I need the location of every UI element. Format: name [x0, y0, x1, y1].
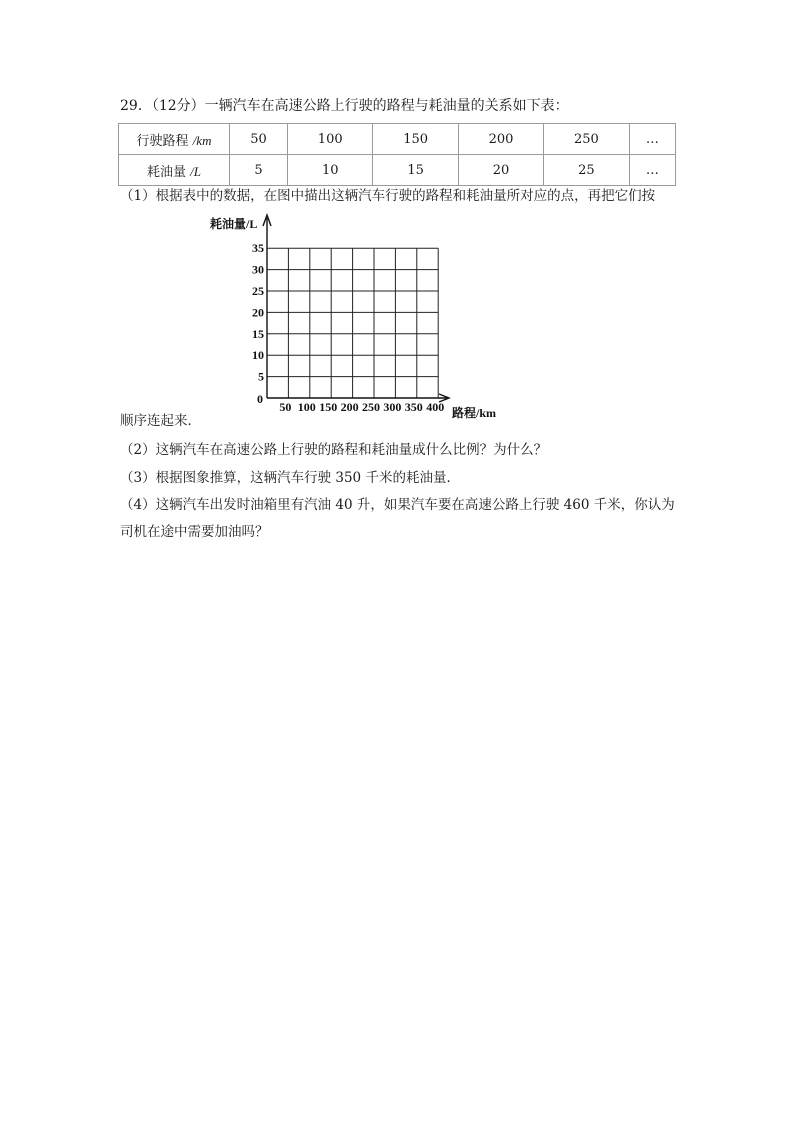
x-tick-label: 100 [297, 400, 316, 414]
grid-chart [200, 212, 520, 422]
table-cell: 25 [544, 155, 629, 186]
y-tick-label: 30 [252, 262, 264, 277]
row-header-label: 行驶路程 [136, 133, 189, 149]
x-tick-label: 200 [340, 400, 359, 414]
x-tick-label: 350 [404, 400, 423, 414]
table-row [119, 124, 676, 155]
y-tick-label: 35 [252, 241, 264, 256]
row-header-unit: /km [192, 132, 212, 148]
x-tick-label: 300 [383, 400, 402, 414]
table-cell: 10 [288, 155, 373, 186]
chart-grid [267, 248, 438, 398]
y-tick-label: 5 [258, 369, 264, 384]
y-axis-label: 耗油量/L [210, 217, 258, 231]
part1-text-line1: （1）根据表中的数据，在图中描出这辆汽车行驶的路程和耗油量所对应的点，再把它们按 [120, 188, 656, 204]
table-cell: 200 [458, 124, 543, 155]
table-cell: … [629, 124, 675, 155]
table-cell: 50 [230, 124, 288, 155]
row-header [119, 155, 230, 186]
row-header-unit: /L [190, 163, 201, 179]
part4-text-line1: （4）这辆汽车出发时油箱里有汽油 40 升，如果汽车要在高速公路上行驶 460 千米，你认为 [120, 497, 675, 513]
x-tick-labels [279, 400, 444, 414]
table-cell: 150 [373, 124, 458, 155]
table-cell: 5 [230, 155, 288, 186]
table-cell: 250 [544, 124, 629, 155]
table-cell: 20 [458, 155, 543, 186]
origin-label: 0 [257, 392, 263, 406]
question-title: 29．（12分）一辆汽车在高速公路上行驶的路程与耗油量的关系如下表： [120, 98, 569, 114]
row-header-label: 耗油量 [147, 164, 187, 180]
table-cell: 100 [288, 124, 373, 155]
y-tick-label: 25 [252, 284, 264, 298]
y-tick-labels [252, 241, 264, 383]
part3-text: （3）根据图象推算，这辆汽车行驶 350 千米的耗油量． [120, 470, 460, 486]
part1-text-line2: 顺序连起来． [120, 413, 201, 429]
data-table [118, 123, 676, 186]
x-tick-label: 400 [426, 400, 445, 414]
x-tick-label: 250 [362, 400, 380, 414]
x-tick-label: 150 [319, 400, 338, 414]
table-cell: … [629, 155, 675, 186]
x-axis-label: 路程/km [452, 406, 497, 420]
x-tick-label: 50 [279, 400, 292, 414]
y-tick-label: 10 [252, 348, 264, 363]
part2-text: （2）这辆汽车在高速公路上行驶的路程和耗油量成什么比例？为什么？ [120, 442, 548, 458]
chart-axes [263, 215, 449, 402]
row-header [119, 124, 230, 155]
table-cell: 15 [373, 155, 458, 186]
table-row [119, 155, 676, 186]
y-tick-label: 20 [252, 305, 264, 320]
part4-text-line2: 司机在途中需要加油吗？ [120, 524, 269, 540]
y-tick-label: 15 [252, 326, 264, 341]
